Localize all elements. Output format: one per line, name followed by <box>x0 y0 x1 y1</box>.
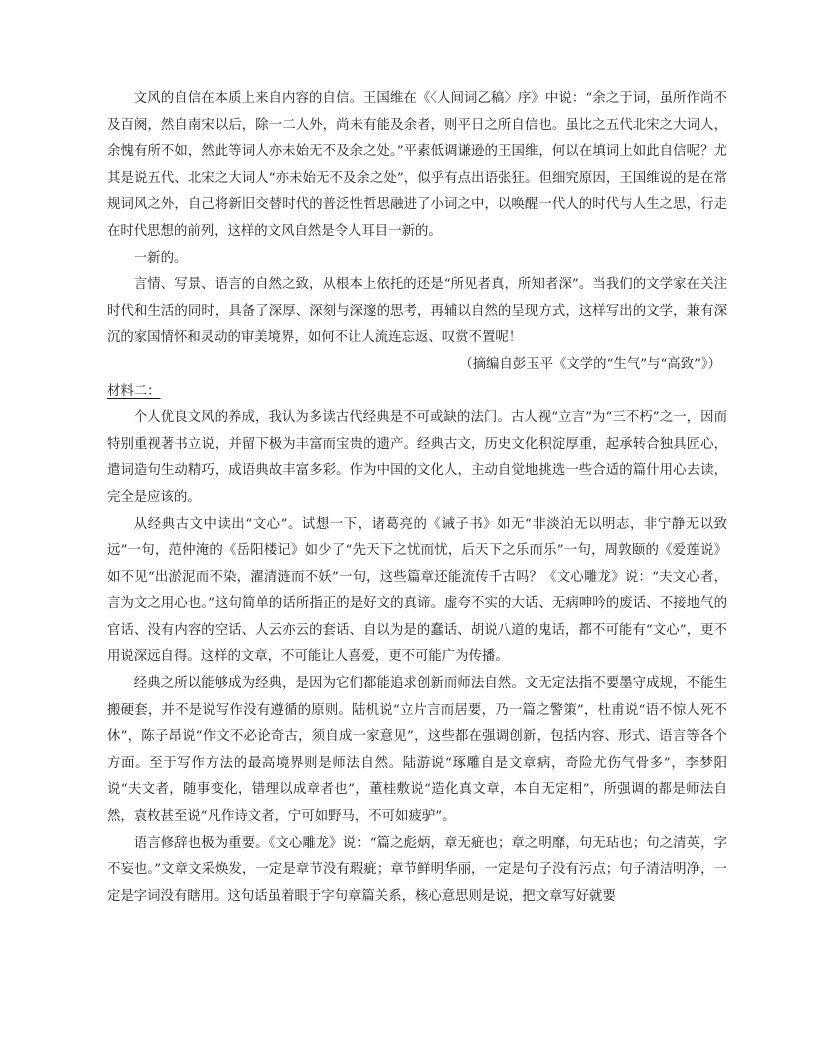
paragraph: 言情、写景、语言的自然之致，从根本上依托的还是“所见者真，所知者深”。当我们的文学家在关注时代和生活的同时，具备了深厚、深刻与深邃的思考，再辅以自然的呈现方式，这样写出的文学，兼有深沉的家国情怀和灵动的审美境界，如何不让人流连忘返、叹赏不置呢！ <box>107 277 727 346</box>
source-citation: （摘编自彭玉平《文学的“生气”与“高致”》） <box>459 356 721 372</box>
paragraph: 经典之所以能够成为经典，是因为它们都能追求创新而师法自然。文无定法指不要墨守成规，不能生搬硬套，并不是说写作没有遵循的原则。陆机说“立片言而居要，乃一篇之警策”，杜甫说“语不惊人死不休”，陈子昂说“作文不必论奇古，须自成一家意见”，这些都在强调创新，包括内容、形式、语言等各个方面。至于写作方法的最高境界则是师法自然。陆游说“琢雕自是文章病，奇险尤伤气骨多”，李梦阳说“夫文者，随事变化，错理以成章者也”，董桂敷说“造化真文章，本自无定相”，所强调的都是师法自然，袁枚甚至说“凡作诗文者，宁可如野马，不可如疲驴”。 <box>107 676 727 825</box>
paragraph: 文风的自信在本质上来自内容的自信。王国维在《〈人间词乙稿〉序》中说：“余之于词，虽所作尚不及百阕，然自南宋以后，除一二人外，尚未有能及余者，则平日之所自信也。虽比之五代北宋之大词人，余愧有所不如，然此等词人亦未始无不及余之处。”平素低调谦逊的王国维，何以在填词上如此自信呢？尤其是说五代、北宋之大词人“亦未始无不及余之处”，似乎有点出语张狂。但细究原因，王国维说的是在常规词风之外，自己将新旧交替时代的普泛性哲思融进了小词之中，以唤醒一代人的时代与人生之思，行走在时代思想的前列，这样的文风自然是令人耳目一新的。 <box>107 91 727 239</box>
section-heading: 材料二： <box>107 383 161 399</box>
paragraph: 从经典古文中读出“文心”。试想一下，诸葛亮的《诫子书》如无“非淡泊无以明志，非宁静无以致远”一句，范仲淹的《岳阳楼记》如少了“先天下之忧而忧，后天下之乐而乐”一句，周敦颐的《爱莲说》如不见“出淤泥而不染，濯清涟而不妖”一句，这些篇章还能流传千古吗？《文心雕龙》说：“夫文心者，言为文之用心也。”这句简单的话所指正的是好文的真谛。虚夸不实的大话、无病呻吟的废话、不接地气的官话、没有内容的空话、人云亦云的套话、自以为是的蠢话、胡说八道的鬼话，都不可能有“文心”，更不用说深远自得。这样的文章，不可能让人喜爱，更不可能广为传播。 <box>107 516 727 665</box>
paragraph: 语言修辞也极为重要。《文心雕龙》说：“篇之彪炳，章无疵也；章之明靡，句无玷也；句之清英，字不妄也。”文章文采焕发，一定是章节没有瑕疵；章节鲜明华丽，一定是句子没有污点；句子清洁明净，一定是字词没有瞎用。这句话虽着眼于字句章篇关系，核心意思则是说，把文章写好就要 <box>107 835 727 904</box>
document-page <box>107 86 727 910</box>
paragraph: 个人优良文风的养成，我认为多读古代经典是不可或缺的法门。古人视“立言”为“三不朽”之一，因而特别重视著书立说，并留下极为丰富而宝贵的遗产。经典古文，历史文化积淀厚重，起承转合独具匠心，遣词造句生动精巧，成语典故丰富多彩。作为中国的文化人，主动自觉地挑选一些合适的篇什用心去读，完全是应该的。 <box>107 410 727 505</box>
paragraph: 一新的。 <box>133 250 188 266</box>
